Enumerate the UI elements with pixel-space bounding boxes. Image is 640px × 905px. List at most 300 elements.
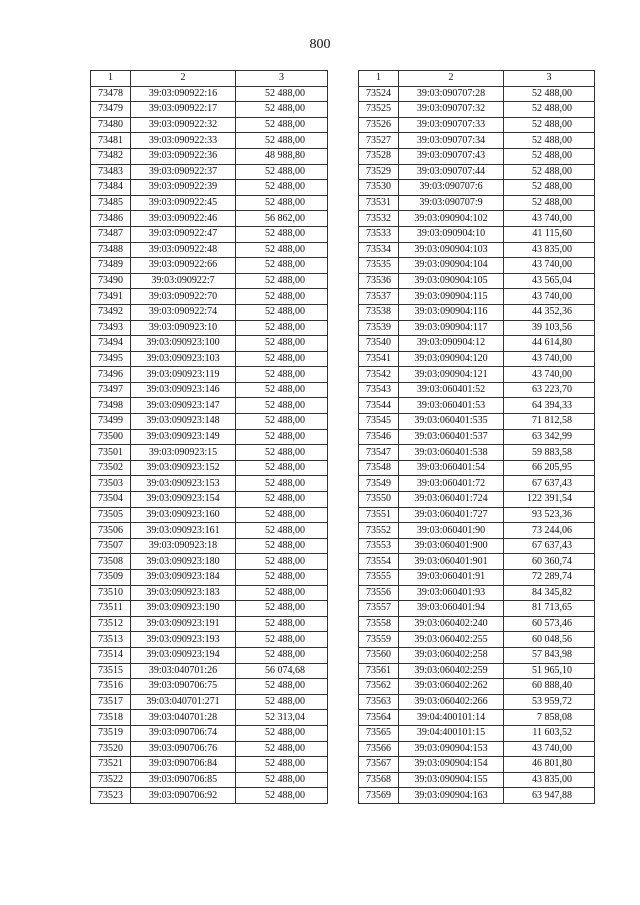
cadastral-number-cell: 39:03:090904:155 (399, 772, 504, 788)
value-cell: 72 289,74 (504, 570, 595, 586)
row-number-cell: 73561 (359, 663, 399, 679)
table-row (91, 647, 328, 663)
table-row (359, 679, 595, 695)
row-number-cell: 73502 (91, 460, 131, 476)
table-row (91, 273, 328, 289)
value-cell: 52 488,00 (236, 398, 328, 414)
table-row (91, 616, 328, 632)
cadastral-number-cell: 39:03:090922:70 (131, 289, 236, 305)
table-row (359, 398, 595, 414)
cadastral-number-cell: 39:03:060402:240 (399, 616, 504, 632)
cadastral-number-cell: 39:03:090904:153 (399, 741, 504, 757)
value-cell: 60 048,56 (504, 632, 595, 648)
table-row (359, 476, 595, 492)
table-row (359, 211, 595, 227)
table-row (91, 507, 328, 523)
cadastral-number-cell: 39:03:090923:146 (131, 382, 236, 398)
table-row (359, 351, 595, 367)
left-table (90, 70, 328, 804)
value-cell: 51 965,10 (504, 663, 595, 679)
table-row (359, 336, 595, 352)
cadastral-number-cell: 39:03:090707:32 (399, 102, 504, 118)
row-number-cell: 73495 (91, 351, 131, 367)
cadastral-number-cell: 39:03:090923:183 (131, 585, 236, 601)
row-number-cell: 73506 (91, 523, 131, 539)
cadastral-number-cell: 39:03:090706:75 (131, 679, 236, 695)
cadastral-number-cell: 39:03:090923:152 (131, 460, 236, 476)
row-number-cell: 73556 (359, 585, 399, 601)
table-row (91, 538, 328, 554)
row-number-cell: 73557 (359, 601, 399, 617)
row-number-cell: 73484 (91, 180, 131, 196)
row-number-cell: 73542 (359, 367, 399, 383)
table-row (91, 102, 328, 118)
row-number-cell: 73480 (91, 117, 131, 133)
cadastral-number-cell: 39:03:060401:52 (399, 382, 504, 398)
table-row (91, 429, 328, 445)
table-row (359, 148, 595, 164)
row-number-cell: 73521 (91, 757, 131, 773)
cadastral-number-cell: 39:03:090904:105 (399, 273, 504, 289)
row-number-cell: 73543 (359, 382, 399, 398)
value-cell: 52 488,00 (236, 476, 328, 492)
table-row (91, 710, 328, 726)
value-cell: 52 488,00 (236, 382, 328, 398)
row-number-cell: 73493 (91, 320, 131, 336)
cadastral-number-cell: 39:03:090922:66 (131, 258, 236, 274)
value-cell: 59 883,58 (504, 445, 595, 461)
cadastral-number-cell: 39:03:090922:16 (131, 86, 236, 102)
cadastral-number-cell: 39:03:090922:32 (131, 117, 236, 133)
cadastral-number-cell: 39:03:060401:90 (399, 523, 504, 539)
value-cell: 43 740,00 (504, 367, 595, 383)
cadastral-number-cell: 39:03:090904:116 (399, 304, 504, 320)
row-number-cell: 73478 (91, 86, 131, 102)
cadastral-number-cell: 39:03:090904:121 (399, 367, 504, 383)
row-number-cell: 73547 (359, 445, 399, 461)
row-number-cell: 73558 (359, 616, 399, 632)
cadastral-number-cell: 39:03:060401:538 (399, 445, 504, 461)
value-cell: 48 988,80 (236, 148, 328, 164)
value-cell: 52 488,00 (236, 289, 328, 305)
value-cell: 81 713,65 (504, 601, 595, 617)
table-header-row (91, 71, 328, 87)
table-row (91, 554, 328, 570)
value-cell: 60 360,74 (504, 554, 595, 570)
cadastral-number-cell: 39:03:090904:117 (399, 320, 504, 336)
cadastral-number-cell: 39:03:090922:33 (131, 133, 236, 149)
row-number-cell: 73546 (359, 429, 399, 445)
cadastral-number-cell: 39:03:060401:900 (399, 538, 504, 554)
row-number-cell: 73499 (91, 414, 131, 430)
value-cell: 52 488,00 (236, 772, 328, 788)
value-cell: 63 223,70 (504, 382, 595, 398)
cadastral-number-cell: 39:03:090922:39 (131, 180, 236, 196)
cadastral-number-cell: 39:03:090707:6 (399, 180, 504, 196)
cadastral-number-cell: 39:03:090707:33 (399, 117, 504, 133)
cadastral-number-cell: 39:03:090922:36 (131, 148, 236, 164)
table-row (359, 367, 595, 383)
row-number-cell: 73498 (91, 398, 131, 414)
value-cell: 60 573,46 (504, 616, 595, 632)
cadastral-number-cell: 39:03:090922:48 (131, 242, 236, 258)
value-cell: 52 488,00 (236, 554, 328, 570)
table-row (91, 694, 328, 710)
table-row (359, 133, 595, 149)
cadastral-number-cell: 39:03:090923:180 (131, 554, 236, 570)
row-number-cell: 73549 (359, 476, 399, 492)
table-row (91, 304, 328, 320)
row-number-cell: 73563 (359, 694, 399, 710)
value-cell: 52 488,00 (236, 336, 328, 352)
cadastral-number-cell: 39:03:090923:147 (131, 398, 236, 414)
cadastral-number-cell: 39:03:090707:28 (399, 86, 504, 102)
table-row (359, 226, 595, 242)
cadastral-number-cell: 39:03:090923:154 (131, 492, 236, 508)
row-number-cell: 73565 (359, 725, 399, 741)
cadastral-number-cell: 39:03:090922:7 (131, 273, 236, 289)
row-number-cell: 73485 (91, 195, 131, 211)
table-row (91, 632, 328, 648)
table-row (359, 725, 595, 741)
table-row (91, 741, 328, 757)
table-row (359, 429, 595, 445)
row-number-cell: 73541 (359, 351, 399, 367)
cadastral-number-cell: 39:03:090923:119 (131, 367, 236, 383)
row-number-cell: 73528 (359, 148, 399, 164)
row-number-cell: 73552 (359, 523, 399, 539)
cadastral-number-cell: 39:03:060401:54 (399, 460, 504, 476)
cadastral-number-cell: 39:03:090923:184 (131, 570, 236, 586)
value-cell: 52 488,00 (504, 195, 595, 211)
value-cell: 67 637,43 (504, 476, 595, 492)
table-row (91, 336, 328, 352)
value-cell: 44 352,36 (504, 304, 595, 320)
column-header-2: 2 (399, 71, 504, 87)
table-row (91, 523, 328, 539)
row-number-cell: 73530 (359, 180, 399, 196)
table-row (91, 445, 328, 461)
cadastral-number-cell: 39:03:090923:15 (131, 445, 236, 461)
cadastral-number-cell: 39:03:090706:76 (131, 741, 236, 757)
row-number-cell: 73513 (91, 632, 131, 648)
table-row (91, 757, 328, 773)
cadastral-number-cell: 39:03:090923:190 (131, 601, 236, 617)
value-cell: 43 835,00 (504, 772, 595, 788)
row-number-cell: 73489 (91, 258, 131, 274)
row-number-cell: 73510 (91, 585, 131, 601)
table-header-row (359, 71, 595, 87)
cadastral-number-cell: 39:03:090923:161 (131, 523, 236, 539)
cadastral-number-cell: 39:03:090707:34 (399, 133, 504, 149)
cadastral-number-cell: 39:03:090904:115 (399, 289, 504, 305)
cadastral-number-cell: 39:03:060401:93 (399, 585, 504, 601)
table-row (359, 460, 595, 476)
cadastral-number-cell: 39:03:060401:94 (399, 601, 504, 617)
row-number-cell: 73534 (359, 242, 399, 258)
row-number-cell: 73491 (91, 289, 131, 305)
cadastral-number-cell: 39:03:090922:45 (131, 195, 236, 211)
value-cell: 52 488,00 (236, 86, 328, 102)
table-row (91, 476, 328, 492)
value-cell: 52 488,00 (504, 86, 595, 102)
table-row (359, 570, 595, 586)
table-row (91, 601, 328, 617)
table-row (91, 242, 328, 258)
row-number-cell: 73501 (91, 445, 131, 461)
row-number-cell: 73564 (359, 710, 399, 726)
value-cell: 122 391,54 (504, 492, 595, 508)
value-cell: 66 205,95 (504, 460, 595, 476)
table-row (91, 679, 328, 695)
value-cell: 52 488,00 (504, 148, 595, 164)
row-number-cell: 73490 (91, 273, 131, 289)
cadastral-number-cell: 39:03:090922:74 (131, 304, 236, 320)
table-row (359, 772, 595, 788)
row-number-cell: 73523 (91, 788, 131, 804)
table-row (359, 523, 595, 539)
value-cell: 43 565,04 (504, 273, 595, 289)
value-cell: 52 488,00 (236, 226, 328, 242)
value-cell: 39 103,56 (504, 320, 595, 336)
table-row (359, 632, 595, 648)
value-cell: 7 858,08 (504, 710, 595, 726)
row-number-cell: 73531 (359, 195, 399, 211)
row-number-cell: 73516 (91, 679, 131, 695)
cadastral-number-cell: 39:03:090904:104 (399, 258, 504, 274)
row-number-cell: 73550 (359, 492, 399, 508)
table-row (91, 351, 328, 367)
row-number-cell: 73527 (359, 133, 399, 149)
cadastral-number-cell: 39:03:060402:259 (399, 663, 504, 679)
table-row (359, 86, 595, 102)
value-cell: 56 862,00 (236, 211, 328, 227)
row-number-cell: 73503 (91, 476, 131, 492)
row-number-cell: 73519 (91, 725, 131, 741)
page-number: 800 (309, 37, 331, 52)
value-cell: 52 313,04 (236, 710, 328, 726)
table-row (359, 710, 595, 726)
cadastral-number-cell: 39:03:060402:262 (399, 679, 504, 695)
cadastral-number-cell: 39:03:090923:103 (131, 351, 236, 367)
row-number-cell: 73511 (91, 601, 131, 617)
cadastral-number-cell: 39:03:090904:10 (399, 226, 504, 242)
row-number-cell: 73545 (359, 414, 399, 430)
table-row (91, 460, 328, 476)
value-cell: 52 488,00 (504, 164, 595, 180)
cadastral-number-cell: 39:03:090923:194 (131, 647, 236, 663)
table-row (359, 694, 595, 710)
row-number-cell: 73568 (359, 772, 399, 788)
cadastral-number-cell: 39:03:060401:72 (399, 476, 504, 492)
value-cell: 67 637,43 (504, 538, 595, 554)
row-number-cell: 73539 (359, 320, 399, 336)
value-cell: 53 959,72 (504, 694, 595, 710)
table-row (359, 195, 595, 211)
row-number-cell: 73522 (91, 772, 131, 788)
cadastral-number-cell: 39:03:060402:258 (399, 647, 504, 663)
cadastral-number-cell: 39:03:060402:255 (399, 632, 504, 648)
cadastral-number-cell: 39:03:090922:17 (131, 102, 236, 118)
table-row (359, 289, 595, 305)
table-row (359, 538, 595, 554)
value-cell: 52 488,00 (236, 258, 328, 274)
cadastral-number-cell: 39:03:090904:120 (399, 351, 504, 367)
row-number-cell: 73524 (359, 86, 399, 102)
cadastral-number-cell: 39:04:400101:15 (399, 725, 504, 741)
row-number-cell: 73514 (91, 647, 131, 663)
table-row (359, 601, 595, 617)
table-row (359, 585, 595, 601)
table-row (359, 647, 595, 663)
left-table-body (91, 86, 328, 803)
row-number-cell: 73505 (91, 507, 131, 523)
table-row (91, 195, 328, 211)
cadastral-number-cell: 39:03:040701:271 (131, 694, 236, 710)
cadastral-number-cell: 39:03:090923:148 (131, 414, 236, 430)
row-number-cell: 73515 (91, 663, 131, 679)
table-row (359, 445, 595, 461)
row-number-cell: 73483 (91, 164, 131, 180)
table-row (91, 492, 328, 508)
value-cell: 52 488,00 (504, 102, 595, 118)
value-cell: 52 488,00 (236, 242, 328, 258)
row-number-cell: 73500 (91, 429, 131, 445)
cadastral-number-cell: 39:03:040701:26 (131, 663, 236, 679)
table-row (359, 507, 595, 523)
table-row (91, 211, 328, 227)
value-cell: 52 488,00 (236, 788, 328, 804)
value-cell: 52 488,00 (236, 429, 328, 445)
value-cell: 52 488,00 (236, 117, 328, 133)
value-cell: 11 603,52 (504, 725, 595, 741)
row-number-cell: 73544 (359, 398, 399, 414)
table-row (91, 788, 328, 804)
cadastral-number-cell: 39:03:090706:74 (131, 725, 236, 741)
value-cell: 52 488,00 (236, 414, 328, 430)
row-number-cell: 73532 (359, 211, 399, 227)
value-cell: 52 488,00 (236, 585, 328, 601)
cadastral-number-cell: 39:03:060401:727 (399, 507, 504, 523)
row-number-cell: 73535 (359, 258, 399, 274)
row-number-cell: 73494 (91, 336, 131, 352)
row-number-cell: 73548 (359, 460, 399, 476)
cadastral-number-cell: 39:03:090706:84 (131, 757, 236, 773)
column-header-1: 1 (359, 71, 399, 87)
value-cell: 52 488,00 (236, 164, 328, 180)
table-row (91, 148, 328, 164)
table-row (359, 180, 595, 196)
table-row (359, 382, 595, 398)
cadastral-number-cell: 39:03:090922:46 (131, 211, 236, 227)
value-cell: 52 488,00 (236, 694, 328, 710)
cadastral-number-cell: 39:03:060401:537 (399, 429, 504, 445)
row-number-cell: 73517 (91, 694, 131, 710)
row-number-cell: 73553 (359, 538, 399, 554)
row-number-cell: 73512 (91, 616, 131, 632)
table-row (359, 102, 595, 118)
value-cell: 41 115,60 (504, 226, 595, 242)
table-row (91, 289, 328, 305)
value-cell: 52 488,00 (504, 180, 595, 196)
value-cell: 44 614,80 (504, 336, 595, 352)
table-row (91, 585, 328, 601)
right-table-body (359, 86, 595, 803)
row-number-cell: 73518 (91, 710, 131, 726)
row-number-cell: 73479 (91, 102, 131, 118)
cadastral-number-cell: 39:03:090923:18 (131, 538, 236, 554)
cadastral-number-cell: 39:03:060401:91 (399, 570, 504, 586)
table-row (359, 304, 595, 320)
table-row (91, 226, 328, 242)
value-cell: 52 488,00 (236, 616, 328, 632)
value-cell: 52 488,00 (236, 507, 328, 523)
cadastral-number-cell: 39:03:090923:160 (131, 507, 236, 523)
cadastral-number-cell: 39:04:400101:14 (399, 710, 504, 726)
value-cell: 52 488,00 (236, 304, 328, 320)
value-cell: 43 740,00 (504, 289, 595, 305)
value-cell: 52 488,00 (236, 460, 328, 476)
cadastral-number-cell: 39:03:040701:28 (131, 710, 236, 726)
cadastral-number-cell: 39:03:090707:43 (399, 148, 504, 164)
cadastral-number-cell: 39:03:090707:44 (399, 164, 504, 180)
cadastral-number-cell: 39:03:060401:535 (399, 414, 504, 430)
cadastral-number-cell: 39:03:090904:103 (399, 242, 504, 258)
cadastral-number-cell: 39:03:090706:85 (131, 772, 236, 788)
row-number-cell: 73492 (91, 304, 131, 320)
table-row (91, 164, 328, 180)
value-cell: 56 074,68 (236, 663, 328, 679)
table-row (91, 180, 328, 196)
cadastral-number-cell: 39:03:090923:149 (131, 429, 236, 445)
row-number-cell: 73566 (359, 741, 399, 757)
row-number-cell: 73482 (91, 148, 131, 164)
row-number-cell: 73554 (359, 554, 399, 570)
column-header-3: 3 (504, 71, 595, 87)
table-row (91, 398, 328, 414)
table-row (91, 570, 328, 586)
row-number-cell: 73504 (91, 492, 131, 508)
table-row (91, 320, 328, 336)
table-row (359, 741, 595, 757)
row-number-cell: 73497 (91, 382, 131, 398)
row-number-cell: 73507 (91, 538, 131, 554)
row-number-cell: 73487 (91, 226, 131, 242)
value-cell: 52 488,00 (504, 133, 595, 149)
table-row (91, 86, 328, 102)
value-cell: 43 740,00 (504, 741, 595, 757)
value-cell: 63 342,99 (504, 429, 595, 445)
table-row (91, 117, 328, 133)
value-cell: 43 740,00 (504, 351, 595, 367)
cadastral-number-cell: 39:03:090923:100 (131, 336, 236, 352)
cadastral-number-cell: 39:03:090904:154 (399, 757, 504, 773)
table-row (359, 663, 595, 679)
value-cell: 52 488,00 (236, 133, 328, 149)
value-cell: 64 394,33 (504, 398, 595, 414)
row-number-cell: 73551 (359, 507, 399, 523)
table-row (91, 367, 328, 383)
row-number-cell: 73509 (91, 570, 131, 586)
table-row (359, 242, 595, 258)
column-header-1: 1 (91, 71, 131, 87)
row-number-cell: 73567 (359, 757, 399, 773)
row-number-cell: 73488 (91, 242, 131, 258)
row-number-cell: 73508 (91, 554, 131, 570)
table-row (359, 320, 595, 336)
row-number-cell: 73562 (359, 679, 399, 695)
cadastral-number-cell: 39:03:090923:10 (131, 320, 236, 336)
